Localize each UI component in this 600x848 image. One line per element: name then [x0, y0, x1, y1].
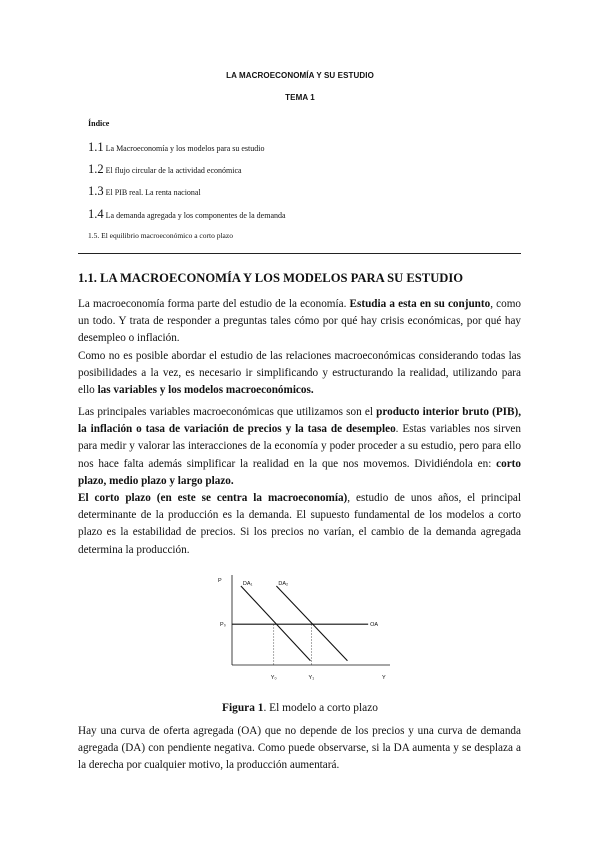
toc-item-number: 1.5.	[88, 231, 100, 240]
toc-item-number: 1.4	[88, 207, 104, 221]
text-run: . Estas variables nos sirven para medir y valorar las interacciones de la economía y poder proceder a su estudio, pero para ello nos hace falta además simplificar la realidad en la que nos movemos. Dividiéndola en:	[78, 423, 521, 470]
text-run: , como un todo. Y trata de responder a preguntas tales cómo por qué hay crisis económicas, por qué hay desempleo o inflación.	[78, 298, 522, 345]
bold-run: las variables y los modelos macroeconómicos.	[97, 384, 314, 397]
toc-item-text: La demanda agregada y los componentes de la demanda	[105, 211, 286, 220]
toc-item-text: El PIB real. La renta nacional	[105, 188, 201, 197]
figure-caption-text: . El modelo a corto plazo	[263, 702, 378, 714]
toc-item[interactable]	[88, 207, 286, 222]
y-axis-label: P	[218, 578, 222, 584]
paragraph-main-variables	[78, 404, 521, 490]
toc-item-number: 1.1	[88, 140, 104, 154]
toc-item-text: El equilibrio macroeconómico a corto plazo	[101, 231, 233, 240]
demand-curve-da1	[241, 586, 311, 661]
demand-curve-da2	[276, 586, 347, 661]
toc-item[interactable]	[88, 140, 264, 155]
document-title: LA MACROECONOMÍA Y SU ESTUDIO	[226, 71, 374, 80]
label-y0: Y₀	[270, 675, 277, 681]
tema-label: TEMA 1	[285, 93, 315, 102]
label-oa: OA	[370, 622, 379, 629]
short-term-model-chart	[200, 570, 400, 695]
paragraph-short-term	[78, 490, 521, 559]
x-axis-label: Y	[382, 675, 386, 681]
toc-item-text: El flujo circular de la actividad económica	[105, 166, 242, 175]
toc-item[interactable]	[88, 184, 201, 199]
bold-run: Estudia a esta en su conjunto	[349, 298, 491, 310]
paragraph-explanation: Hay una curva de oferta agregada (OA) que no depende de los precios y una curva de demanda agregada (DA) con pendiente negativa. Como puede observarse, si la DA aumenta y se desplaza a la derecha por cualquier motivo, la producción aumentará.	[78, 725, 521, 772]
figure-caption	[0, 702, 600, 714]
text-run: , estudio de unos años, el principal determinante de la producción es la demanda. El supuesto fundamental de los modelos a corto plazo es la estabilidad de precios. Si los precios no varían, el cambio de la demanda agregada determina la producción.	[78, 492, 522, 556]
bold-run: producto interior bruto (PIB), la inflación o tasa de variación de precios y la tasa de desempleo	[78, 406, 522, 436]
paragraph-intro	[78, 296, 521, 348]
paragraph-variables	[78, 348, 521, 400]
bold-run: El corto plazo (en este se centra la macroeconomía)	[78, 492, 348, 504]
toc-item-text: La Macroeconomía y los modelos para su estudio	[105, 144, 265, 153]
section-divider	[78, 253, 521, 254]
label-p0: P₀	[220, 622, 226, 629]
toc-item-number: 1.3	[88, 184, 104, 198]
bold-run: corto plazo, medio plazo y largo plazo.	[78, 457, 521, 487]
text-run: La macroeconomía forma parte del estudio de la economía.	[78, 298, 350, 310]
toc-item-number: 1.2	[88, 162, 104, 176]
toc-item[interactable]	[88, 231, 233, 240]
toc-label: Índice	[88, 119, 110, 128]
label-y1: Y₁	[308, 675, 315, 681]
section-heading: 1.1. LA MACROECONOMÍA Y LOS MODELOS PARA SU ESTUDIO	[78, 271, 464, 285]
label-da1: DA₁	[242, 580, 253, 587]
text-run: Como no es posible abordar el estudio de las relaciones macroeconómicas considerando todas las posibilidades a la vez, es necesario ir simplificando y estructurando la realidad, utilizando para ello	[78, 350, 521, 397]
figure-label: Figura 1	[222, 702, 264, 714]
label-da2: DA₂	[278, 580, 289, 587]
text-run: Las principales variables macroeconómicas que utilizamos son el	[78, 406, 377, 418]
toc-item[interactable]	[88, 162, 242, 177]
